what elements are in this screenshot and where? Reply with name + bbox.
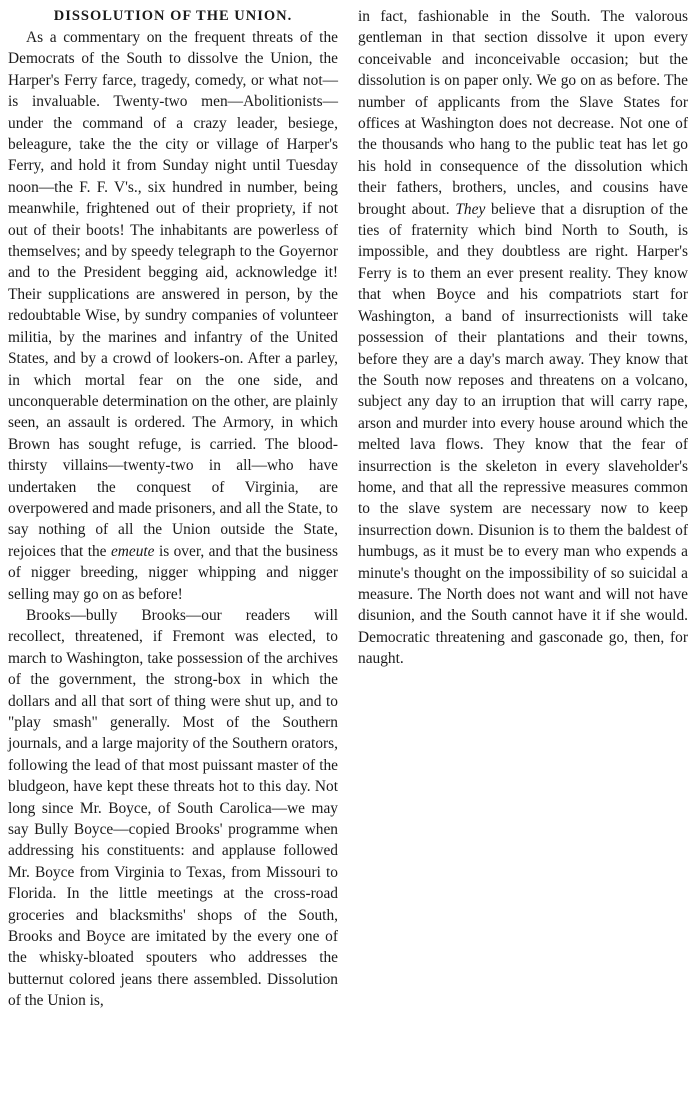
article-paragraph-1	[8, 27, 338, 605]
paragraph-2-end-text: believe that a disruption of the ties of fraternity which bind North to South, is impossible, and they doubtless are right. Harper's Ferry is to them an ever present reality. They know that when Boyce and his compatriots start for Washington, a band of insurrectionists will take possession of their plantations and their towns, before they are a day's march away. They know that the South now reposes and threatens on a volcano, subject any day to an irruption that will carry rape, arson and murder into every house around which the melted lava flows. They know that the fear of insurrection is the skeleton in every slaveholder's home, and that all the repressive measures common to the slave system are necessary now to keep insurrection down. Disunion is to them the baldest of humbugs, as it must be to every man who expends a minute's thought on the impossibility of so suicidal a measure. The North does not want and will not have disunion, and the South cannot have it if she would. Democratic threatening and gasconade go, then, for naught.	[358, 200, 688, 668]
right-column	[358, 6, 688, 670]
paragraph-1-text: As a commentary on the frequent threats of the Democrats of the South to dissolve the Union, the Harper's Ferry farce, tragedy, comedy, or what not—is invaluable. Twenty-two men—Abolitionists—under the command of a crazy leader, besiege, beleagure, take the the city or village of Harper's Ferry, and hold it from Sunday night until Tuesday noon—the F. F. V's., six hundred in number, being meanwhile, frightened out of their propriety, if not out of their boots! The inhabitants are powerless of themselves; and by speedy telegraph to the Goyernor and to the President begging aid, acknowledge it! Their supplications are answered in person, by the redoubtable Wise, by sundry companies of volunteer militia, by the marines and infantry of the United States, and by a crowd of lookers-on. After a parley, in which mortal fear on the one side, and unconquerable determination on the other, are plainly seen, an assault is ordered. The Armory, in which Brown has sought refuge, is carried. The blood-thirsty villains—twenty-two in all—who have undertaken the conquest of Virginia, are overpowered and made prisoners, and all the State, to say nothing of all the Union outside the State, rejoices that the	[8, 29, 338, 560]
paragraph-2-text: Brooks—bully Brooks—our readers will recollect, threatened, if Fremont was elected, to march to Washington, take possession of the archives of the government, the strong-box in which the dollars and all that sort of thing were shut up, and to "play smash" generally. Most of the Southern journals, and a large majority of the Southern orators, following the lead of that most puissant master of the bludgeon, have kept these threats hot to this day. Not long since Mr. Boyce, of South Carolica—we may say Bully Boyce—copied Brooks' programme when addressing his constituents: and applause followed Mr. Boyce from Virginia to Texas, from Missouri to Florida. In the little meetings at the cross-road groceries and blacksmiths' shops of the South, Brooks and Boyce are imitated by the every one of the whisky-bloated spouters who addresses the butternut colored jeans there assembled. Dissolution of the Union is,	[8, 606, 338, 1010]
article-paragraph-2-continued	[358, 6, 688, 670]
left-column	[8, 6, 338, 1012]
paragraph-2-cont-text: in fact, fashionable in the South. The valorous gentleman in that section dissolve it upon every conceivable and inconceivable occasion; but the dissolution is on paper only. We go on as before. The number of applicants from the Slave States for offices at Washington does not decrease. Not one of the thousands who hang to the public teat has let go his hold in consequence of the dissolution which their fathers, brothers, uncles, and cousins have brought about.	[358, 8, 688, 218]
paragraph-2-italic-word: They	[455, 200, 486, 218]
paragraph-1-end-text: is over, and that the business of nigger breeding, nigger whipping and nigger selling may go on as before!	[8, 542, 339, 603]
article-paragraph-2	[8, 605, 338, 1012]
article-headline: DISSOLUTION OF THE UNION.	[53, 8, 293, 24]
paragraph-1-italic-word: emeute	[110, 542, 155, 560]
